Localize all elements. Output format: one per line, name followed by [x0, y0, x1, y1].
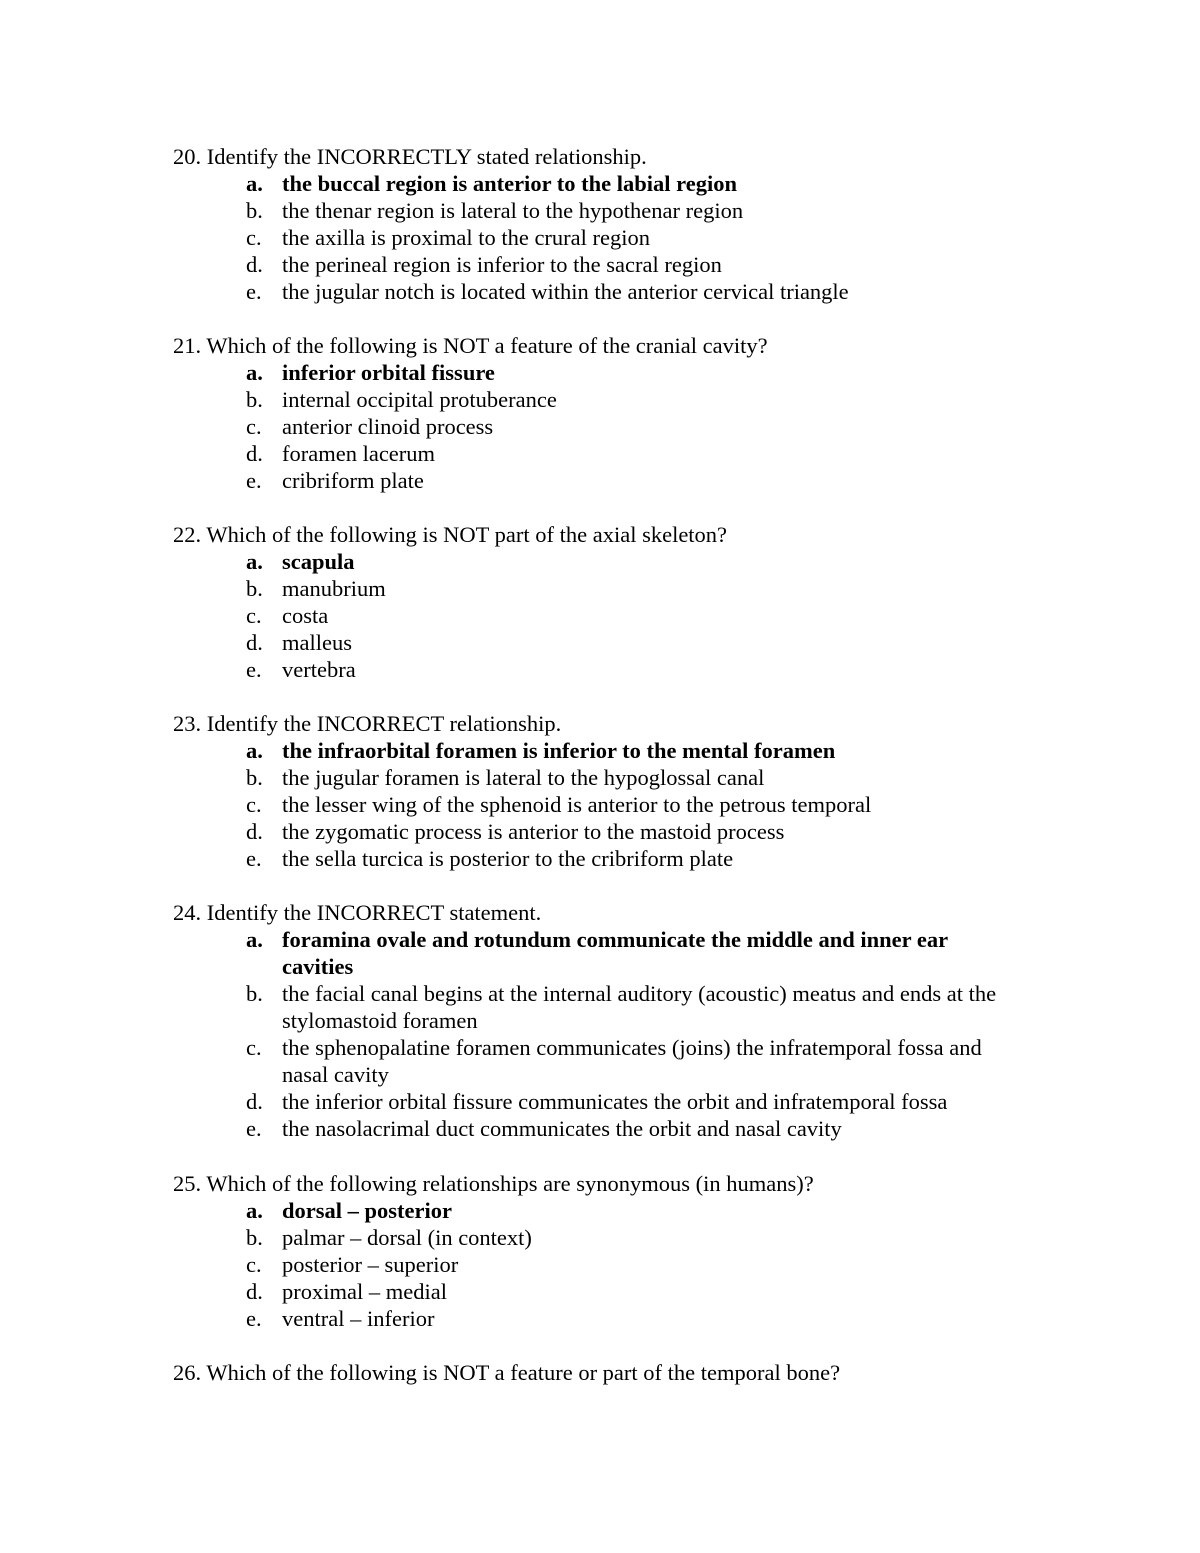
- option-list: [173, 170, 1073, 305]
- question-24: [173, 899, 1073, 1142]
- option-c: c. the axilla is proximal to the crural region: [246, 225, 651, 250]
- option-list: [173, 359, 1073, 494]
- option-c: c. costa: [246, 603, 329, 628]
- option-d: d. the perineal region is inferior to the sacral region: [246, 252, 722, 277]
- question-text: 20. Identify the INCORRECTLY stated relationship.: [173, 144, 647, 169]
- option-b: b. palmar – dorsal (in context): [246, 1225, 532, 1250]
- option-e: e. vertebra: [246, 657, 356, 682]
- question-text: 26. Which of the following is NOT a feature or part of the temporal bone?: [173, 1360, 841, 1385]
- question-text: 21. Which of the following is NOT a feature of the cranial cavity?: [173, 333, 768, 358]
- question-21: [173, 332, 1073, 494]
- option-e: e. the jugular notch is located within the anterior cervical triangle: [246, 279, 849, 304]
- option-a: a. foramina ovale and rotundum communicate the middle and inner ear cavities: [246, 927, 948, 979]
- option-a: a. the infraorbital foramen is inferior to the mental foramen: [246, 738, 836, 763]
- option-list: [173, 548, 1073, 683]
- option-e: e. ventral – inferior: [246, 1306, 435, 1331]
- option-b: b. manubrium: [246, 576, 386, 601]
- option-b: b. the thenar region is lateral to the hypothenar region: [246, 198, 744, 223]
- option-d: d. proximal – medial: [246, 1279, 447, 1304]
- option-b: b. internal occipital protuberance: [246, 387, 557, 412]
- option-d: d. the zygomatic process is anterior to the mastoid process: [246, 819, 785, 844]
- option-b: b. the facial canal begins at the internal auditory (acoustic) meatus and ends at the stylomastoid foramen: [246, 981, 997, 1033]
- option-c: c. the sphenopalatine foramen communicates (joins) the infratemporal fossa and nasal cavity: [246, 1035, 982, 1087]
- option-c: c. posterior – superior: [246, 1252, 459, 1277]
- option-d: d. the inferior orbital fissure communicates the orbit and infratemporal fossa: [246, 1089, 948, 1114]
- option-c: c. anterior clinoid process: [246, 414, 494, 439]
- question-23: [173, 710, 1073, 872]
- option-a: a. inferior orbital fissure: [246, 360, 495, 385]
- question-text: 22. Which of the following is NOT part of the axial skeleton?: [173, 522, 728, 547]
- option-e: e. the nasolacrimal duct communicates the orbit and nasal cavity: [246, 1116, 842, 1141]
- option-b: b. the jugular foramen is lateral to the hypoglossal canal: [246, 765, 765, 790]
- question-25: [173, 1170, 1073, 1332]
- option-e: e. cribriform plate: [246, 468, 424, 493]
- question-text: 23. Identify the INCORRECT relationship.: [173, 711, 562, 736]
- option-a: a. scapula: [246, 549, 355, 574]
- option-list: [173, 926, 1073, 1142]
- question-20: [173, 143, 1073, 305]
- question-22: [173, 521, 1073, 683]
- question-26: [173, 1359, 1073, 1386]
- question-text: 25. Which of the following relationships are synonymous (in humans)?: [173, 1171, 814, 1196]
- option-e: e. the sella turcica is posterior to the cribriform plate: [246, 846, 734, 871]
- option-d: d. malleus: [246, 630, 352, 655]
- option-d: d. foramen lacerum: [246, 441, 436, 466]
- option-a: a. dorsal – posterior: [246, 1198, 452, 1223]
- option-c: c. the lesser wing of the sphenoid is anterior to the petrous temporal: [246, 792, 872, 817]
- question-text: 24. Identify the INCORRECT statement.: [173, 900, 542, 925]
- option-a: a. the buccal region is anterior to the labial region: [246, 171, 737, 196]
- option-list: [173, 1197, 1073, 1332]
- option-list: [173, 737, 1073, 872]
